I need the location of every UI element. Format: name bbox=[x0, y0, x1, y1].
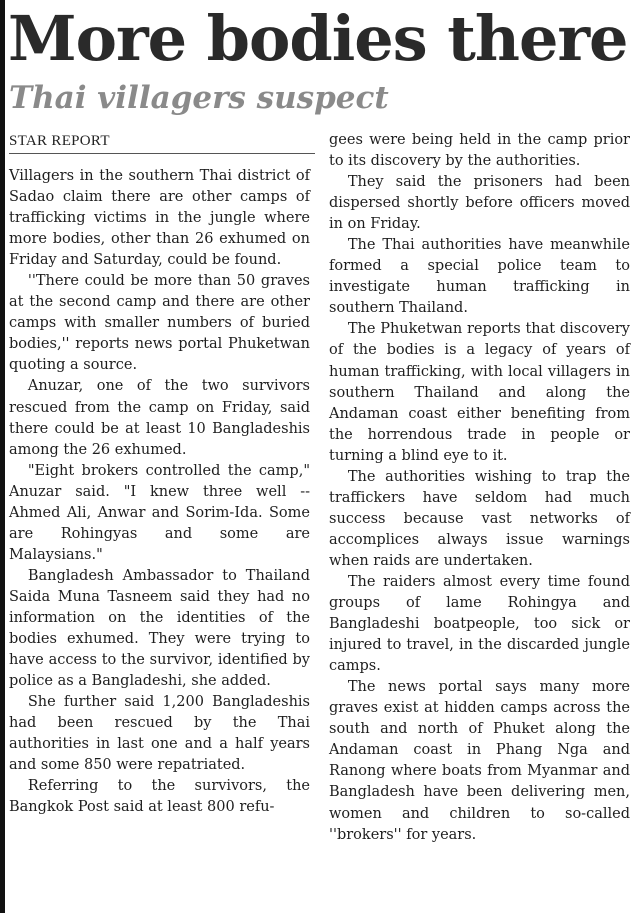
paragraph: Bangladesh Ambassador to Thailand Saida Muna Tasneem said they had no information on the identities of the bodies exhumed. They were trying to have access to the survivor, identified by police as a Bangladeshi, she added. bbox=[9, 567, 310, 690]
paragraph: Anuzar, one of the two survivors rescued from the camp on Friday, said there could be at least 10 Bangladeshis among the 26 exhumed. bbox=[9, 378, 310, 458]
article-column-right bbox=[329, 130, 630, 846]
paragraph: ''There could be more than 50 graves at the second camp and there are other camps with smaller numbers of buried bodies,'' reports news portal Phuketwan quoting a source. bbox=[9, 273, 310, 374]
paragraph: Villagers in the southern Thai district of Sadao claim there are other camps of trafficking victims in the jungle where more bodies, other than 26 exhumed on Friday and Saturday, could be found. bbox=[9, 168, 310, 269]
paragraph: She further said 1,200 Bangladeshis had been rescued by the Thai authorities in last one and a half years and some 850 were repatriated. bbox=[9, 694, 310, 774]
paragraph: The Thai authorities have meanwhile formed a special police team to investigate human trafficking in southern Thailand. bbox=[329, 237, 630, 317]
subheadline: Thai villagers suspect bbox=[9, 80, 389, 116]
paragraph: They said the prisoners had been dispersed shortly before officers moved in on Friday. bbox=[329, 174, 630, 233]
paragraph: The Phuketwan reports that discovery of the bodies is a legacy of years of human trafficking, with local villagers in southern Thailand and along the Andaman coast either benefiting from the horrendous trade in people or turning a blind eye to it. bbox=[329, 321, 630, 464]
paragraph: Referring to the survivors, the Bangkok Post said at least 800 refu- bbox=[9, 778, 310, 816]
headline: More bodies there bbox=[8, 2, 628, 75]
left-margin-rule bbox=[0, 0, 5, 913]
article-column-left bbox=[9, 166, 310, 818]
paragraph: "Eight brokers controlled the camp," Anuzar said. "I knew three well -- Ahmed Ali, Anwar and Sorim-Ida. Some are Rohingyas and some are Malaysians." bbox=[9, 462, 310, 563]
paragraph: The authorities wishing to trap the traffickers have seldom had much success because vast networks of accomplices always issue warnings when raids are undertaken. bbox=[329, 468, 630, 569]
paragraph: The raiders almost every time found groups of lame Rohingya and Bangladeshi boatpeople, too sick or injured to travel, in the discarded jungle camps. bbox=[329, 573, 630, 675]
paragraph: gees were being held in the camp prior to its discovery by the authorities. bbox=[329, 132, 630, 170]
paragraph: The news portal says many more graves exist at hidden camps across the south and north of Phuket along the Andaman coast in Phang Nga and Ranong where boats from Myanmar and Bangladesh have been delivering men, women and children to so-called ''brokers'' for years. bbox=[329, 679, 630, 843]
byline: STAR REPORT bbox=[9, 130, 315, 154]
